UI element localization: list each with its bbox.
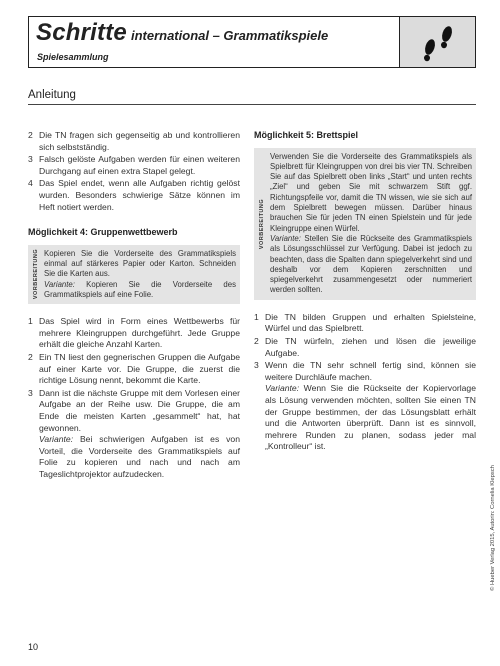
right-steps <box>254 312 476 453</box>
left-column <box>28 130 240 482</box>
section-title: Anleitung <box>28 89 76 101</box>
step-number: 4 <box>28 178 33 189</box>
page-number: 10 <box>28 642 39 652</box>
list-item <box>254 312 476 335</box>
variant-label: Variante: <box>265 383 300 394</box>
preparation-text <box>270 152 472 296</box>
step-text: Die TN fragen sich gegenseitig ab und kontrollieren sich selbstständig. <box>39 130 240 152</box>
copyright-text: © Hueber Verlag 2015, Autorin: Cornelia Klepsch <box>490 465 496 591</box>
preparation-box <box>28 245 240 304</box>
step-text: Das Spiel wird in Form eines Wettbewerbs für mehrere Kleingruppen durchgeführt. Jede Gruppe erhält die gleiche Anzahl Karten. <box>39 316 240 350</box>
preparation-box <box>254 148 476 300</box>
list-item <box>28 178 240 213</box>
preparation-label: VORBEREITUNG <box>258 198 265 249</box>
list-item <box>28 388 240 481</box>
list-item <box>28 154 240 177</box>
step-text: Die TN bilden Gruppen und erhalten Spielsteine, Würfel und das Spielbrett. <box>265 311 476 334</box>
step-number: 3 <box>254 360 259 371</box>
step-number: 2 <box>28 130 33 140</box>
header-subtitle: international – Grammatikspiele <box>130 28 329 43</box>
variant-label: Variante: <box>44 279 75 289</box>
copyright-notice <box>488 418 498 638</box>
right-column <box>254 130 476 454</box>
option-5-heading: Möglichkeit 5: Brettspiel <box>254 130 359 140</box>
step-text: Dann ist die nächste Gruppe mit dem Vorlesen einer Aufgabe an der Reihe usw. Die Gruppe, die am Ende die meisten Karten „gesammelt“ hat, hat gewonnen. <box>39 387 240 433</box>
step-text: Ein TN liest den gegnerischen Gruppen die Aufgabe auf einer Karte vor. Die Gruppe, die zuerst die richtige Lösung nennt, bekommt die Karte. <box>39 352 240 386</box>
header-title <box>36 19 328 47</box>
step-number: 2 <box>254 335 259 346</box>
step-number: 3 <box>28 154 33 165</box>
option-4-heading: Möglichkeit 4: Gruppenwettbewerb <box>28 227 178 238</box>
left-steps <box>28 316 240 480</box>
variant-body: Stellen Sie die Rückseite des Grammatikspiels als Lösungsschlüssel zur Verfügung. Dabei ist jedoch zu beachten, dass die Spalten dann spiegelverkehrt sind und deshalb vor dem Kopieren zerschnitten und spiegelverkehrt zusammengesetzt oder nummeriert werden sollten. <box>270 233 472 295</box>
preparation-body: Kopieren Sie die Vorderseite des Grammatikspiels einmal auf stärkeres Papier oder Karton. Schneiden Sie die Karten aus. <box>44 248 236 279</box>
step-number: 1 <box>254 311 259 322</box>
logo-box <box>399 17 475 67</box>
variant-body: Bei schwierigen Aufgaben ist es von Vorteil, die Vorderseite des Grammatikspiels auf Folie zu kopieren und nach und nach am Tageslichtprojektor aufzudecken. <box>39 434 240 479</box>
step-number: 2 <box>28 352 33 363</box>
step-text: Das Spiel endet, wenn alle Aufgaben richtig gelöst wurden. Besonders schwierige Sätze können im Heft notiert werden. <box>39 178 240 212</box>
step-text: Die TN würfeln, ziehen und lösen die jeweilige Aufgabe. <box>265 335 476 358</box>
section-divider <box>28 104 476 105</box>
list-item <box>28 316 240 351</box>
preparation-text <box>44 249 236 300</box>
list-item <box>254 336 476 359</box>
step-number: 1 <box>28 316 33 327</box>
left-top-steps <box>28 130 240 213</box>
preparation-body: Verwenden Sie die Vorderseite des Grammatikspiels als Spielbrett für Kleingruppen von drei bis vier TN. Schreiben Sie auf das Spielbrett oben links „Start“ und unten rechts „Ziel“ und geben Sie mit schwarzem Stift ggf. Richtungspfeile vor, damit die TN wissen, wie sie sich auf dem Spielbrett bewegen müssen. Darüber hinaus brauchen Sie für jeden TN einen Spielstein und für jede Kleingruppe einen Würfel. <box>270 151 472 233</box>
variant-label: Variante: <box>39 434 74 445</box>
variant-label: Variante: <box>270 233 301 243</box>
list-item <box>28 352 240 387</box>
page-header <box>28 16 476 68</box>
footprints-icon <box>414 23 462 63</box>
variant-body: Wenn Sie die Rückseite der Kopiervorlage als Lösung verwenden möchten, sollten Sie einen TN der Gruppe bestimmen, der das Lösungsblatt erhält und die Antworten überprüft. Dann ist es sinnvoll, mehrere Runden zu planen, sodass jeder mal „Kontrolleur“ ist. <box>265 383 476 452</box>
list-item <box>254 360 476 453</box>
variant-body: Kopieren Sie die Vorderseite des Grammatikspiels auf eine Folie. <box>44 279 236 299</box>
series-name: Spielesammlung <box>37 52 109 62</box>
step-text: Falsch gelöste Aufgaben werden für einen weiteren Durchgang auf einen extra Stapel gelegt. <box>39 154 240 176</box>
step-text: Wenn die TN sehr schnell fertig sind, können sie weitere Durchläufe machen. <box>265 360 476 382</box>
preparation-label: VORBEREITUNG <box>32 249 39 300</box>
list-item <box>28 130 240 153</box>
brand-title: Schritte <box>36 19 127 46</box>
step-number: 3 <box>28 387 33 398</box>
